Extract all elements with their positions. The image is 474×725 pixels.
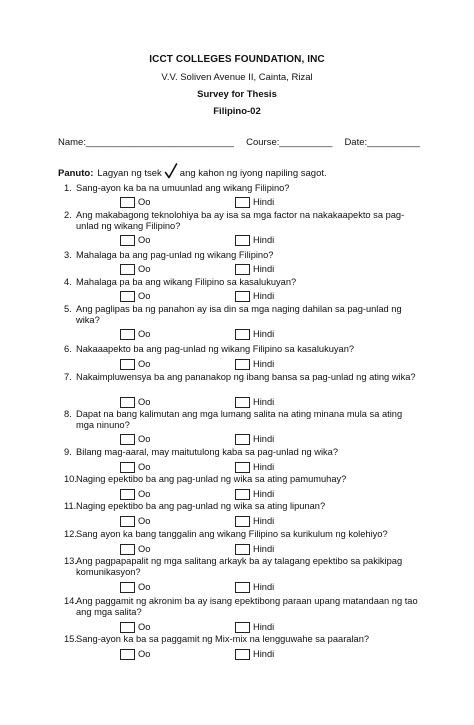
- option-oo-label: Oo: [138, 329, 151, 339]
- question-item: [64, 210, 421, 232]
- checkbox-hindi[interactable]: [235, 516, 250, 527]
- option-hindi[interactable]: [235, 488, 274, 500]
- option-oo[interactable]: [120, 396, 150, 408]
- option-oo[interactable]: [120, 263, 150, 275]
- question-number: 1.: [64, 183, 72, 193]
- option-oo-label: Oo: [138, 434, 151, 444]
- checkbox-hindi[interactable]: [235, 359, 250, 370]
- answer-options: [120, 196, 320, 208]
- survey-title: Survey for Thesis: [197, 89, 277, 100]
- option-oo-label: Oo: [138, 516, 151, 526]
- option-hindi-label: Hindi: [253, 235, 275, 245]
- option-oo[interactable]: [120, 581, 150, 593]
- option-oo[interactable]: [120, 433, 150, 445]
- question-number: 11.: [64, 501, 77, 511]
- option-oo[interactable]: [120, 648, 150, 660]
- option-hindi-label: Hindi: [253, 291, 275, 301]
- question-item: [64, 501, 421, 512]
- option-hindi-label: Hindi: [253, 329, 275, 339]
- option-hindi-label: Hindi: [253, 489, 275, 499]
- checkbox-oo[interactable]: [120, 197, 135, 208]
- answer-options: [120, 461, 320, 473]
- option-hindi[interactable]: [235, 263, 274, 275]
- option-oo-label: Oo: [138, 359, 151, 369]
- answer-options: [120, 543, 320, 555]
- checkbox-hindi[interactable]: [235, 197, 250, 208]
- question-item: [64, 344, 421, 355]
- option-oo[interactable]: [120, 543, 150, 555]
- answer-options: [120, 328, 320, 340]
- checkbox-hindi[interactable]: [235, 489, 250, 500]
- checkbox-oo[interactable]: [120, 329, 135, 340]
- checkbox-oo[interactable]: [120, 291, 135, 302]
- option-hindi[interactable]: [235, 358, 274, 370]
- option-oo[interactable]: [120, 621, 150, 633]
- option-hindi[interactable]: [235, 396, 274, 408]
- question-text: Nakaaapekto ba ang pag-unlad ng wikang Filipino sa kasalukuyan?: [76, 344, 355, 354]
- checkbox-hindi[interactable]: [235, 622, 250, 633]
- option-oo-label: Oo: [138, 291, 151, 301]
- option-hindi-label: Hindi: [253, 622, 275, 632]
- checkbox-oo[interactable]: [120, 434, 135, 445]
- survey-code: Filipino-02: [213, 106, 261, 117]
- answer-options: [120, 581, 320, 593]
- option-oo[interactable]: [120, 234, 150, 246]
- checkbox-hindi[interactable]: [235, 329, 250, 340]
- question-number: 8.: [64, 409, 72, 419]
- option-oo[interactable]: [120, 488, 150, 500]
- date-field[interactable]: Date:__________: [344, 137, 420, 148]
- instructions: [58, 168, 327, 179]
- option-hindi-label: Hindi: [253, 582, 275, 592]
- option-hindi-label: Hindi: [253, 544, 275, 554]
- question-number: 13.: [64, 556, 77, 566]
- checkbox-oo[interactable]: [120, 462, 135, 473]
- question-number: 14.: [64, 596, 77, 606]
- question-text: Ang paggamit ng akronim ba ay isang epektibong paraan upang matandaan ng tao ang mga salita?: [76, 596, 418, 618]
- instructions-label: Panuto:: [58, 168, 94, 179]
- option-oo-label: Oo: [138, 264, 151, 274]
- option-oo[interactable]: [120, 515, 150, 527]
- respondent-info: [58, 137, 420, 148]
- course-field[interactable]: Course:__________: [246, 137, 333, 148]
- option-oo-label: Oo: [138, 462, 151, 472]
- checkbox-oo[interactable]: [120, 397, 135, 408]
- answer-options: [120, 488, 320, 500]
- option-hindi-label: Hindi: [253, 397, 275, 407]
- question-item: [64, 277, 421, 288]
- answer-options: [120, 234, 320, 246]
- question-item: [64, 372, 421, 383]
- question-item: [64, 474, 421, 485]
- option-hindi[interactable]: [235, 621, 274, 633]
- question-number: 3.: [64, 250, 72, 260]
- option-oo[interactable]: [120, 290, 150, 302]
- option-oo-label: Oo: [138, 397, 151, 407]
- option-hindi[interactable]: [235, 433, 274, 445]
- option-oo-label: Oo: [138, 582, 151, 592]
- question-item: [64, 447, 421, 458]
- question-item: [64, 409, 421, 431]
- question-number: 15.: [64, 634, 77, 644]
- answer-options: [120, 290, 320, 302]
- instructions-text-before: Lagyan ng tsek: [97, 168, 162, 179]
- question-text: Sang-ayon ka ba sa paggamit ng Mix-mix na lengguwahe sa paaralan?: [76, 634, 370, 644]
- checkbox-oo[interactable]: [120, 516, 135, 527]
- checkbox-hindi[interactable]: [235, 649, 250, 660]
- question-number: 9.: [64, 447, 72, 457]
- checkbox-hindi[interactable]: [235, 264, 250, 275]
- question-number: 7.: [64, 372, 72, 382]
- option-hindi-label: Hindi: [253, 434, 275, 444]
- option-hindi[interactable]: [235, 234, 274, 246]
- question-number: 4.: [64, 277, 72, 287]
- question-number: 6.: [64, 344, 72, 354]
- checkbox-hindi[interactable]: [235, 544, 250, 555]
- question-text: Sang ayon ka bang tanggalin ang wikang Filipino sa kurikulum ng kolehiyo?: [76, 529, 388, 539]
- option-oo-label: Oo: [138, 489, 151, 499]
- answer-options: [120, 396, 320, 408]
- option-oo[interactable]: [120, 328, 150, 340]
- question-number: 12.: [64, 529, 77, 539]
- question-item: [64, 250, 421, 261]
- option-hindi[interactable]: [235, 581, 274, 593]
- question-number: 10.: [64, 474, 77, 484]
- checkbox-hindi[interactable]: [235, 397, 250, 408]
- answer-options: [120, 621, 320, 633]
- checkbox-oo[interactable]: [120, 359, 135, 370]
- question-text: Naging epektibo ba ang pag-unlad ng wika sa ating lipunan?: [76, 501, 326, 511]
- checkbox-hindi[interactable]: [235, 291, 250, 302]
- option-oo-label: Oo: [138, 622, 151, 632]
- question-text: Mahalaga ba ang pag-unlad ng wikang Filipino?: [76, 250, 274, 260]
- option-hindi[interactable]: [235, 290, 274, 302]
- checkbox-hindi[interactable]: [235, 434, 250, 445]
- option-hindi-label: Hindi: [253, 359, 275, 369]
- option-hindi-label: Hindi: [253, 516, 275, 526]
- question-text: Mahalaga pa ba ang wikang Filipino sa kasalukuyan?: [76, 277, 297, 287]
- option-hindi[interactable]: [235, 648, 274, 660]
- option-oo-label: Oo: [138, 649, 151, 659]
- checkbox-oo[interactable]: [120, 489, 135, 500]
- answer-options: [120, 358, 320, 370]
- checkbox-hindi[interactable]: [235, 582, 250, 593]
- option-hindi[interactable]: [235, 543, 274, 555]
- school-name: ICCT COLLEGES FOUNDATION, INC: [149, 54, 325, 65]
- question-text: Sang-ayon ka ba na umuunlad ang wikang Filipino?: [76, 183, 290, 193]
- option-oo-label: Oo: [138, 544, 151, 554]
- option-hindi-label: Hindi: [253, 264, 275, 274]
- option-oo[interactable]: [120, 461, 150, 473]
- checkbox-oo[interactable]: [120, 235, 135, 246]
- question-text: Bilang mag-aaral, may maitutulong kaba sa pag-unlad ng wika?: [76, 447, 339, 457]
- option-hindi-label: Hindi: [253, 197, 275, 207]
- question-text: Naging epektibo ba ang pag-unlad ng wika sa ating pamumuhay?: [76, 474, 347, 484]
- option-hindi-label: Hindi: [253, 462, 275, 472]
- option-oo-label: Oo: [138, 197, 151, 207]
- answer-options: [120, 515, 320, 527]
- checkbox-oo[interactable]: [120, 649, 135, 660]
- option-oo[interactable]: [120, 196, 150, 208]
- answer-options: [120, 648, 320, 660]
- option-hindi[interactable]: [235, 196, 274, 208]
- question-item: [64, 529, 421, 540]
- question-number: 2.: [64, 210, 72, 220]
- question-item: [64, 304, 421, 326]
- question-item: [64, 556, 421, 578]
- checkmark-icon: [164, 163, 178, 179]
- question-text: Ang pagpapapalit ng mga salitang arkayk ba ay talagang epektibo sa pakikipag komunikasyon?: [76, 556, 403, 578]
- question-text: Dapat na bang kalimutan ang mga lumang salita na ating minana mula sa ating mga ninuno?: [76, 409, 403, 431]
- option-hindi-label: Hindi: [253, 649, 275, 659]
- question-item: [64, 183, 421, 194]
- checkbox-oo[interactable]: [120, 264, 135, 275]
- question-item: [64, 634, 421, 645]
- instructions-text-after: ang kahon ng iyong napiling sagot.: [179, 168, 327, 179]
- option-hindi[interactable]: [235, 328, 274, 340]
- question-text: Nakaimpluwensya ba ang pananakop ng ibang bansa sa pag-unlad ng ating wika?: [76, 372, 416, 382]
- checkbox-hindi[interactable]: [235, 235, 250, 246]
- school-address: V.V. Soliven Avenue II, Cainta, Rizal: [161, 72, 313, 83]
- question-item: [64, 596, 421, 618]
- checkbox-oo[interactable]: [120, 582, 135, 593]
- checkbox-hindi[interactable]: [235, 462, 250, 473]
- question-number: 5.: [64, 304, 72, 314]
- name-field[interactable]: Name:____________________________: [58, 137, 234, 148]
- option-oo[interactable]: [120, 358, 150, 370]
- question-text: Ang paglipas ba ng panahon ay isa din sa mga naging dahilan sa pag-unlad ng wika?: [76, 304, 402, 326]
- answer-options: [120, 263, 320, 275]
- question-text: Ang makabagong teknolohiya ba ay isa sa mga factor na nakakaapekto sa pag-unlad ng wikang Filipino?: [76, 210, 405, 232]
- checkbox-oo[interactable]: [120, 544, 135, 555]
- answer-options: [120, 433, 320, 445]
- option-hindi[interactable]: [235, 515, 274, 527]
- checkbox-oo[interactable]: [120, 622, 135, 633]
- option-hindi[interactable]: [235, 461, 274, 473]
- option-oo-label: Oo: [138, 235, 151, 245]
